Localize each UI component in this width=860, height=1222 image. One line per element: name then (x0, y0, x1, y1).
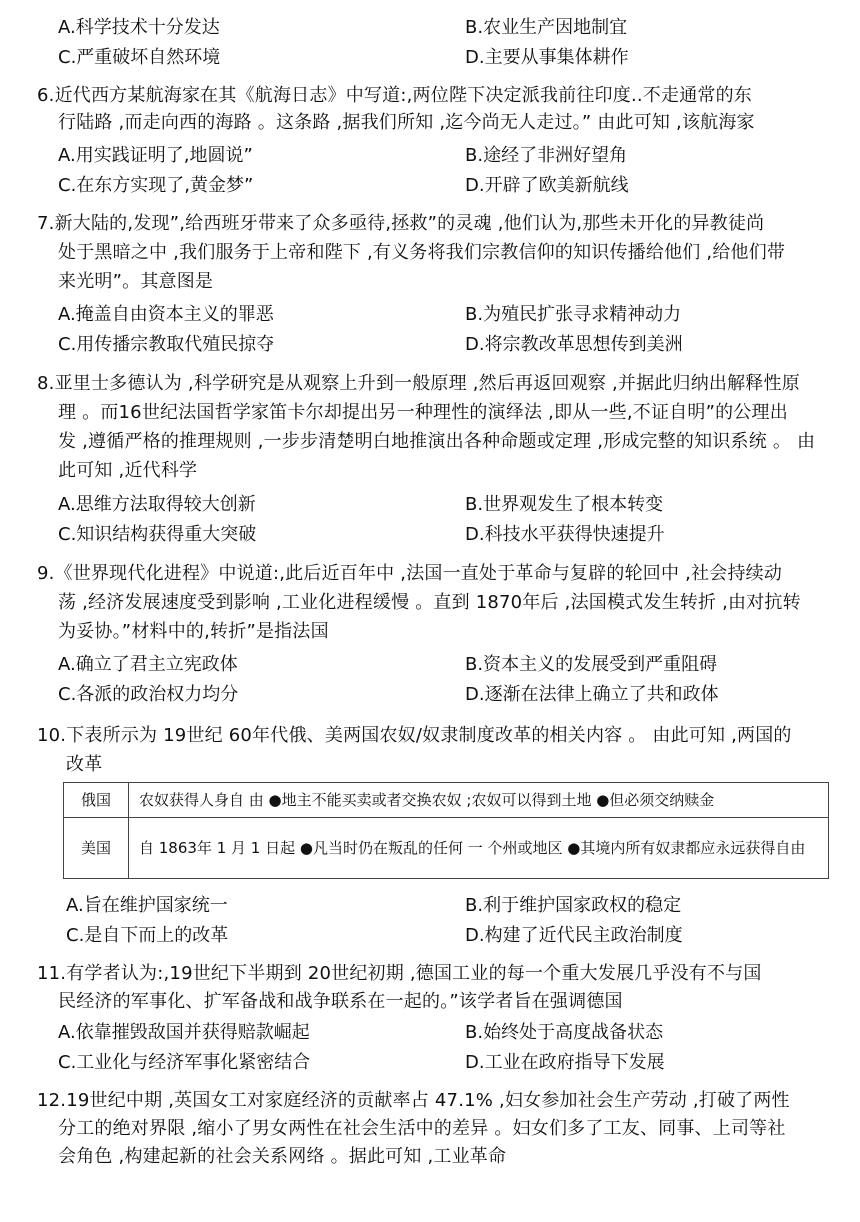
q7-stem-line-1: 7.新大陆的,发现”,给西班牙带来了众多亟待,拯救”的灵魂 ,他们认为,那些未开化的异教徒尚 (37, 213, 765, 234)
q8-stem-line-4: 此可知 ,近代科学 (58, 460, 198, 481)
q11-option-a[interactable]: A.依靠摧毁敌国并获得赔款崛起 (58, 1022, 310, 1043)
q11-stem-line-1: 11.有学者认为:,19世纪下半期到 20世纪初期 ,德国工业的每一个重大发展几乎没有不与国 (37, 963, 762, 984)
q8-stem-line-3: 发 ,遵循严格的推理规则 ,一步步清楚明白地推演出各种命题或定理 ,形成完整的知识系统 。 由 (58, 431, 816, 452)
q5-option-b[interactable]: B.农业生产因地制宜 (465, 17, 628, 38)
q6-option-b[interactable]: B.途经了非洲好望角 (465, 145, 628, 166)
q9-stem-line-1: 9.《世界现代化进程》中说道:,此后近百年中 ,法国一直处于革命与复辟的轮回中 ,社会持续动 (37, 563, 783, 584)
q6-option-a[interactable]: A.用实践证明了,地圆说” (58, 145, 253, 166)
q9-option-a[interactable]: A.确立了君主立宪政体 (58, 654, 238, 675)
q12-stem-line-1: 12.19世纪中期 ,英国女工对家庭经济的贡献率占 47.1% ,妇女参加社会生产劳动 ,打破了两性 (37, 1090, 790, 1111)
table-row (64, 783, 829, 818)
table-cell-content: 农奴获得人身自 由 ●地主不能买卖或者交换农奴 ;农奴可以得到土地 ●但必须交纳赎金 (129, 783, 829, 818)
q7-option-d[interactable]: D.将宗教改革思想传到美洲 (465, 334, 683, 355)
q10-option-d[interactable]: D.构建了近代民主政治制度 (465, 925, 683, 946)
q10-stem-line-2: 改革 (66, 754, 103, 775)
q12-stem-line-2: 分工的绝对界限 ,缩小了男女两性在社会生活中的差异 。妇女们多了工友、同事、上司等社 (58, 1118, 786, 1139)
q7-stem-line-3: 来光明”。其意图是 (58, 271, 214, 292)
q8-option-b[interactable]: B.世界观发生了根本转变 (465, 494, 664, 515)
q10-stem-line-1: 10.下表所示为 19世纪 60年代俄、美两国农奴/奴隶制度改革的相关内容 。 由此可知 ,两国的 (37, 725, 792, 746)
q10-reform-table (63, 782, 829, 879)
q7-option-a[interactable]: A.掩盖自由资本主义的罪恶 (58, 304, 274, 325)
q12-stem-line-3: 会角色 ,构建起新的社会关系网络 。据此可知 ,工业革命 (58, 1146, 507, 1167)
q8-option-d[interactable]: D.科技水平获得快速提升 (465, 524, 665, 545)
q6-option-d[interactable]: D.开辟了欧美新航线 (465, 175, 629, 196)
q6-stem-line-1: 6.近代西方某航海家在其《航海日志》中写道:,两位陛下决定派我前往印度..不走通常的东 (37, 85, 752, 106)
q7-option-b[interactable]: B.为殖民扩张寻求精神动力 (465, 304, 682, 325)
q10-option-a[interactable]: A.旨在维护国家统一 (66, 895, 228, 916)
q7-option-c[interactable]: C.用传播宗教取代殖民掠夺 (58, 334, 275, 355)
q9-stem-line-3: 为妥协。”材料中的,转折”是指法国 (58, 621, 329, 642)
q10-option-b[interactable]: B.利于维护国家政权的稳定 (465, 895, 682, 916)
q8-option-a[interactable]: A.思维方法取得较大创新 (58, 494, 256, 515)
q11-stem-line-2: 民经济的军事化、扩军备战和战争联系在一起的。”该学者旨在强调德国 (58, 991, 623, 1012)
q5-option-c[interactable]: C.严重破坏自然环境 (58, 47, 221, 68)
q10-option-c[interactable]: C.是自下而上的改革 (66, 925, 229, 946)
q7-stem-line-2: 处于黑暗之中 ,我们服务于上帝和陛下 ,有义务将我们宗教信仰的知识传播给他们 ,给他们带 (58, 242, 786, 263)
q8-option-c[interactable]: C.知识结构获得重大突破 (58, 524, 257, 545)
q8-stem-line-1: 8.亚里士多德认为 ,科学研究是从观察上升到一般原理 ,然后再返回观察 ,并据此归纳出解释性原 (37, 373, 800, 394)
q11-option-d[interactable]: D.工业在政府指导下发展 (465, 1052, 665, 1073)
q8-stem-line-2: 理 。而16世纪法国哲学家笛卡尔却提出另一种理性的演绎法 ,即从一些,不证自明”的公理出 (58, 402, 788, 423)
q9-option-d[interactable]: D.逐渐在法律上确立了共和政体 (465, 684, 719, 705)
q11-option-b[interactable]: B.始终处于高度战备状态 (465, 1022, 664, 1043)
q9-option-c[interactable]: C.各派的政治权力均分 (58, 684, 239, 705)
q6-stem-line-2: 行陆路 ,而走向西的海路 。这条路 ,据我们所知 ,迄今尚无人走过。” 由此可知 ,该航海家 (58, 112, 755, 133)
q5-option-a[interactable]: A.科学技术十分发达 (58, 17, 220, 38)
q5-option-d[interactable]: D.主要从事集体耕作 (465, 47, 629, 68)
q9-stem-line-2: 荡 ,经济发展速度受到影响 ,工业化进程缓慢 。直到 1870年后 ,法国模式发生转折 ,由对抗转 (58, 592, 801, 613)
q6-option-c[interactable]: C.在东方实现了,黄金梦” (58, 175, 254, 196)
table-cell-country: 俄国 (64, 783, 129, 818)
q11-option-c[interactable]: C.工业化与经济军事化紧密结合 (58, 1052, 311, 1073)
table-row (64, 818, 829, 879)
table-cell-content: 自 1863年 1 月 1 日起 ●凡当时仍在叛乱的任何 一 个州或地区 ●其境内所有奴隶都应永远获得自由 (129, 818, 829, 879)
q9-option-b[interactable]: B.资本主义的发展受到严重阻碍 (465, 654, 718, 675)
table-cell-country: 美国 (64, 818, 129, 879)
